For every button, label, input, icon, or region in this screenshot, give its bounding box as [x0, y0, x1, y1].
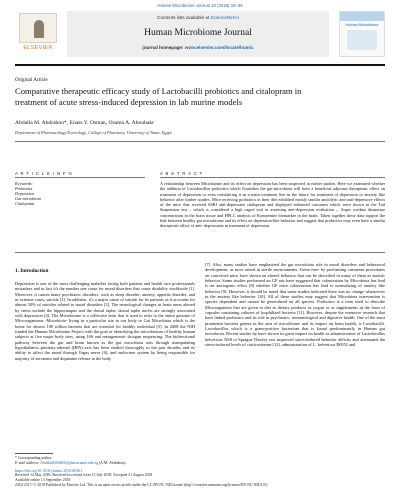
footnotes	[15, 456, 385, 488]
article-title: Comparative therapeutic efficacy study of Lactobacilli probiotics and citalopram in treatment of acute stress-induced depression in lab murine models	[15, 86, 302, 107]
online-date: Available online 13 September 2018	[15, 478, 71, 483]
corresponding-note: * Corresponding author.	[15, 456, 52, 460]
license-line[interactable]: 2452-2317/ © 2018 Published by Elsevier Ltd. This is an open access article under the CC BY-NC-ND license (http://creativecommons.org/licenses/BY-NC-ND/4.0/).	[15, 482, 269, 487]
cover-art	[347, 30, 377, 50]
contents-prefix: Contents lists available at	[157, 15, 211, 20]
header-divider	[15, 64, 385, 66]
elsevier-logo[interactable]	[15, 11, 61, 57]
email-suffix: (A.M. Abdrabou).	[97, 460, 127, 465]
body-paragraph: [7]. Also, many studies have emphasized the gut microbiota role in mood disorders and behavioral development, as mice raised in sterile environments -Germ free- by performing caesarean procedures on conceived mice have shown an altered behavior that can be described in many of them as autistic behavior. Some studies performed on GF rats have suggested that colonization by Microbiota has lead to an anxiogenic effect [8] whether GF mice colonization has lead to normalizing of anxiety like behavior [9]. However, it should be noted that some studies indicated there was no change whatsoever in the anxiety like behavior [10]. All of these studies may suggest that Microbiota intervention is species dependent and cannot be generalized on all species. Probiotics is a term used to describe Microorganism that are given in diet as dietary products as yogurt or as supplements in the form of capsules containing cultures of lyophilized bacteria [11]. However, despite the extensive research that have linked probiotics and its role in psychiatric, immunological and digestive health. One of the most prominent bacteria genera in the area of microbiome and its impact on brain health, is Lactobacilli. Lactobacillus which is a gram-positive bacterium that is found predominantly in Human gut microbiota. Recent studies by have shown its great impact on health as administration of Lactobacillus helveticus NS8 to Sprague Dawley rats improved stress-induced behavior deficits and attenuated the stress-induced levels of corticosterone [12], administration of L. helveticus R0052 and	[205, 262, 385, 348]
article-info-rule	[15, 177, 145, 178]
email-prefix: E-mail address:	[15, 460, 41, 465]
keyword-item: Depression	[15, 191, 34, 197]
journal-cover-image[interactable]	[339, 11, 385, 57]
cover-label: Human Microbiome	[345, 23, 379, 27]
body-column-left	[15, 281, 195, 361]
body-column-right	[205, 262, 385, 348]
homepage-prefix: journal homepage:	[142, 45, 185, 50]
section-heading-introduction: 1. Introduction	[15, 268, 49, 274]
top-citation: Human Microbiome Journal 10 (2018) 33–36	[157, 3, 243, 8]
received-dates: Received 14 May 2018; Received in revised form 15 July 2018; Accepted 21 August 2018	[15, 473, 153, 478]
journal-homepage	[67, 45, 329, 50]
abstract-end-rule	[15, 252, 385, 253]
journal-title[interactable]: Human Microbiome Journal	[144, 28, 252, 38]
title-divider	[15, 141, 385, 142]
homepage-link[interactable]: www.elsevier.com/locate/humic	[184, 45, 254, 50]
journal-info-box	[67, 11, 329, 57]
cover-band	[340, 12, 384, 21]
contents-line	[67, 15, 329, 20]
keyword-item: Probiotics	[15, 186, 33, 191]
journal-header	[15, 11, 385, 59]
body-paragraph: Depression is one of the most challenging maladies facing both patients and health care professionals nowadays and in fact it's the number one cause for mood disorders that cause disability worldwide [1]. Moreover, it causes many psychiatric disorders, such as sleep disorder, anxiety, appetite disorder, and in extreme cases, suicide [2]. In addition, it's a major cause of suicide for its patients as it accounts for almost 50% of suicides related to mood disorders [3]. The neurological changes in brain areas altered by stress include the hippocampus and the dorsal raphe; dorsal raphe nuclei are strongly associated with depression [4]. The Microbiome is a collective term that is used to refer to the entire genome of Microorganisms -Microbiota- living in a particular site in our body or Gut Microbiota which is the home for almost 100 trillion bacteria that are essential for healthy individual [5]. In 2008 the NIH funded the Human Microbiome Project with the goal of identifying the microbiomes of healthy human subjects at five major body sites, using 16S and metagenomic shotgun sequencing. The bidirectional pathway between the gut and brain known as the gut microbiota axis through manipulating hypothalamic–pituitary-adrenal (HPA) axis has been studied thoroughly in the past decades and its ability to affect the mood through Vagus nerve [6]; and endocrine system by being responsible for majority of serotonin and dopamine release in the body	[15, 281, 195, 361]
abstract-label: A B S T R A C T	[160, 171, 204, 176]
keyword-item: Citalopram	[15, 201, 35, 207]
keyword-list	[15, 186, 41, 206]
doi-link[interactable]: https://doi.org/10.1016/j.humic.2018.08.001	[15, 468, 83, 473]
author-list[interactable]: Abdalla M. Abdrabou*, Enass Y. Osman, Osama A. Aboubakr	[15, 120, 155, 126]
affiliation: Department of Pharmacology/Toxicology, College of Pharmacy, University of Tanta, Egypt	[15, 130, 172, 135]
abstract-text: A relationship between Microbiome and its effect on depression has been suspected in earlier studies. Here we examined whether the addition of Lactobacillus probiotics which flourishes the gut-microbiota will have a beneficial adjuvant therapeutic effect on treatment of depression or even considering it as a main treatment line in the future for treatment of depression or anxiety like behavior after further studies. Mice receiving probiotics in their diet exhibited mostly similar anxiolytic and anti-depressive effects of the mice that received SSRI anti-depressant citalopram and displayed enhanced outcomes which were shown in the Tail Suspension test – which is considered a high caged tool in assessing anti-depression evaluation –. Super oxidase dismutase concentration in the brain tissue and HPLC analysis of Kynurenine biomarker in the brain. Taken together these data support the link between healthy gut microbiome and its effect on depression-like behavior and suggest that probiotics may even have a similar therapeutic effect of anti- depressants in treatment of depression.	[160, 181, 385, 228]
article-info-label: A R T I C L E I N F O	[15, 171, 73, 176]
abstract-rule	[160, 177, 385, 178]
publisher-name: ELSEVIER	[23, 45, 53, 51]
tree-logo-icon	[19, 13, 57, 43]
email-link[interactable]: Abdalla8204681@pharm.tanta.edu.eg	[40, 460, 98, 465]
footnote-rule	[15, 453, 53, 454]
keyword-item: Gut-microbiota	[15, 196, 41, 202]
keywords-title: Keywords:	[15, 181, 33, 186]
sciencedirect-link[interactable]: ScienceDirect	[210, 15, 239, 20]
article-type: Original Article	[15, 77, 48, 83]
